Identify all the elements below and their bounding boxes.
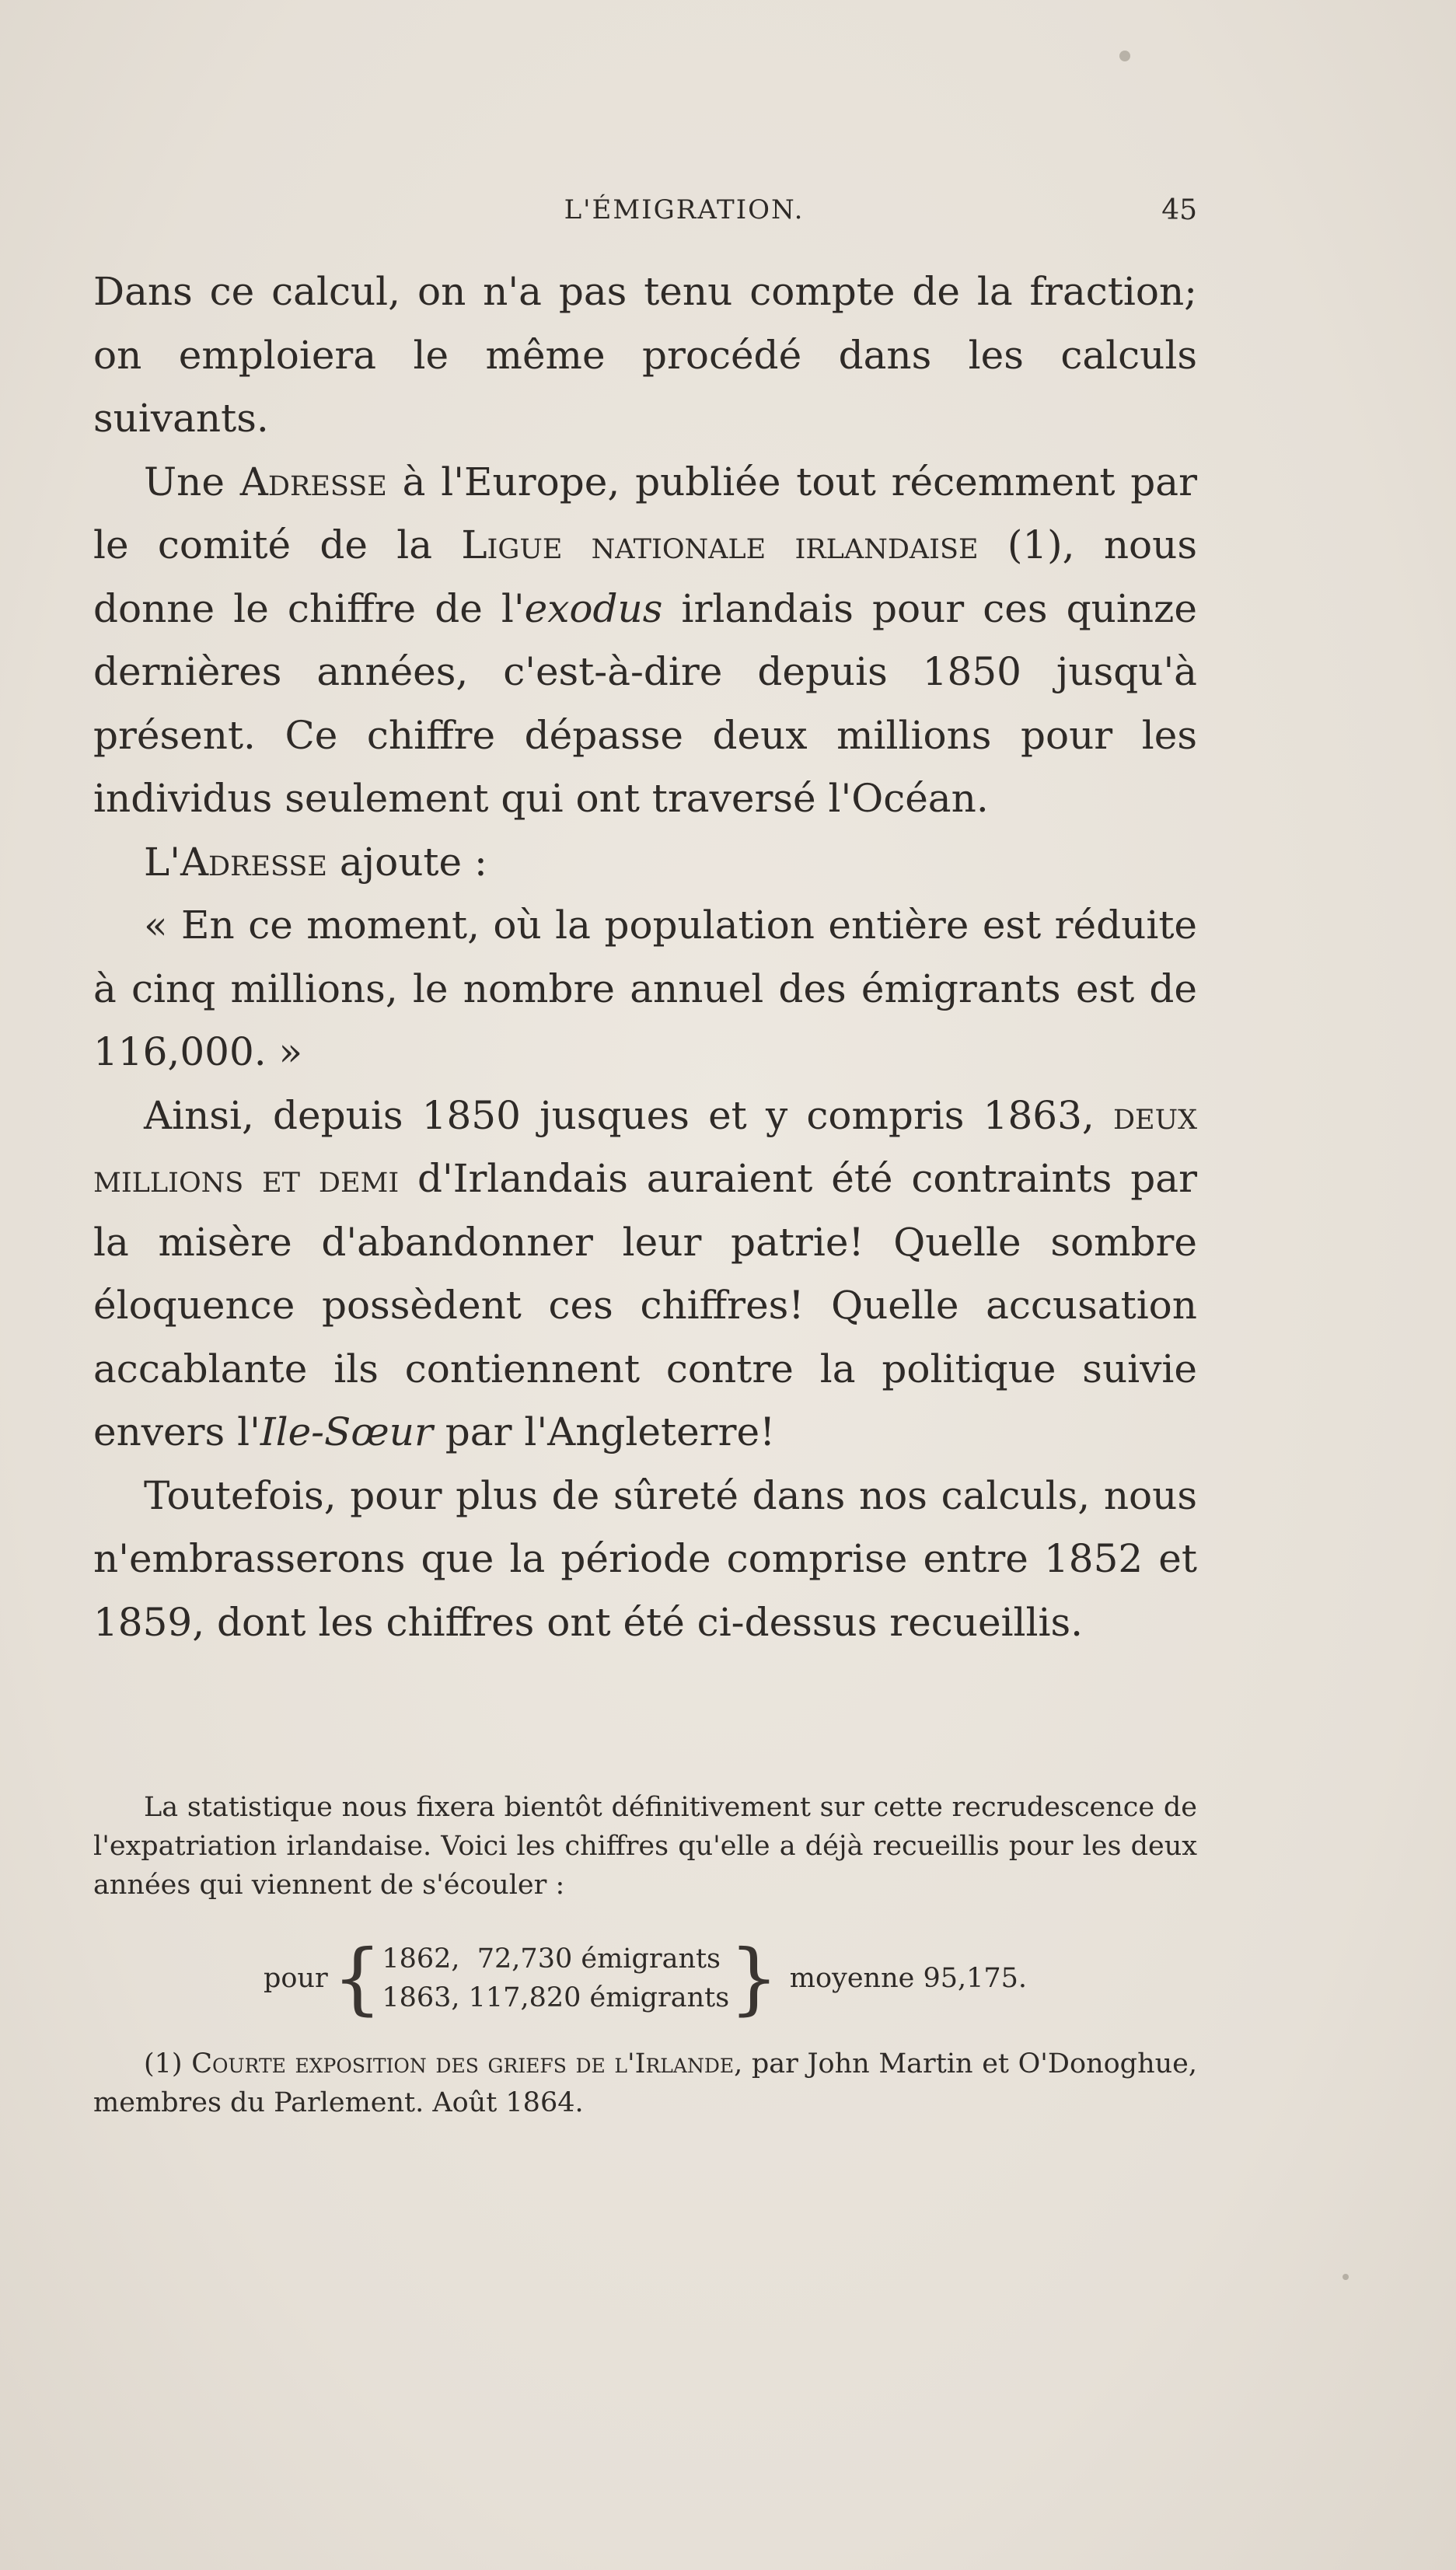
small-caps-term: Courte exposition des griefs de l'Irlande xyxy=(191,2048,735,2079)
paragraph: L'Adresse ajoute : xyxy=(144,839,487,885)
small-caps-term: Adresse xyxy=(180,839,327,885)
small-caps-term: Ligue nationale irlandaise xyxy=(461,522,979,567)
left-brace: { xyxy=(332,1933,382,2024)
paragraph: Une Adresse à l'Europe, publiée tout récemment par le comité de la Ligue nationale irlandaise (1), nous donne le chiffre de l'exodus irlandais pour ces quinze dernières années, c'est-à-dire depuis 1850 jusqu'à présent. Ce chiffre dépasse deux millions pour les individus seulement qui ont traversé l'Océan. xyxy=(93,459,1198,821)
right-brace: } xyxy=(729,1933,779,2024)
paper-speck xyxy=(1343,2274,1349,2280)
stat-row-1863: 1863, 117,820 émigrants xyxy=(382,1982,730,2013)
paper-speck xyxy=(1119,51,1130,61)
note-paragraph: La statistique nous fixera bientôt définitivement sur cette recrudescence de l'expatriation irlandaise. Voici les chiffres qu'elle a déjà recueillis pour les deux années qui viennent de s'écouler : xyxy=(93,1792,1197,1901)
emigration-stats xyxy=(93,1933,1197,2024)
quotation: « En ce moment, où la population entière est réduite à cinq millions, le nombre annuel des émigrants est de 116,000. » xyxy=(93,903,1197,1074)
small-caps-term: Adresse xyxy=(239,459,387,505)
running-header xyxy=(93,194,1197,241)
running-title: L'ÉMIGRATION. xyxy=(564,194,805,225)
stat-row-1862: 1862, 72,730 émigrants xyxy=(382,1943,721,1975)
stat-label-pour: pour xyxy=(263,1963,328,1994)
italic-term: exodus xyxy=(524,585,663,631)
paragraph: Toutefois, pour plus de sûreté dans nos calculs, nous n'embrasserons que la période comprise entre 1852 et 1859, dont les chiffres ont été ci-dessus recueillis. xyxy=(93,1472,1197,1645)
stat-rows xyxy=(382,1940,729,2017)
main-text xyxy=(93,260,1197,1654)
page-number: 45 xyxy=(1161,194,1197,226)
small-caps-term: deux millions et demi xyxy=(93,1092,1197,1201)
footnote: (1) Courte exposition des griefs de l'Irlande, par John Martin et O'Donoghue, membres du Parlement. Août 1864. xyxy=(93,2048,1198,2118)
paragraph: Ainsi, depuis 1850 jusques et y compris 1863, deux millions et demi d'Irlandais auraient été contraints par la misère d'abandonner leur patrie! Quelle sombre éloquence possèdent ces chiffres! Quelle accusation accablante ils contiennent contre la politique suivie envers l'Ile-Sœur par l'Angleterre! xyxy=(93,1092,1197,1454)
notes-section xyxy=(93,1788,1197,2122)
paragraph: Dans ce calcul, on n'a pas tenu compte de la fraction; on emploiera le même procédé dans les calculs suivants. xyxy=(93,269,1197,441)
stat-average: moyenne 95,175. xyxy=(789,1963,1028,1994)
italic-term: Ile-Sœur xyxy=(260,1409,433,1454)
